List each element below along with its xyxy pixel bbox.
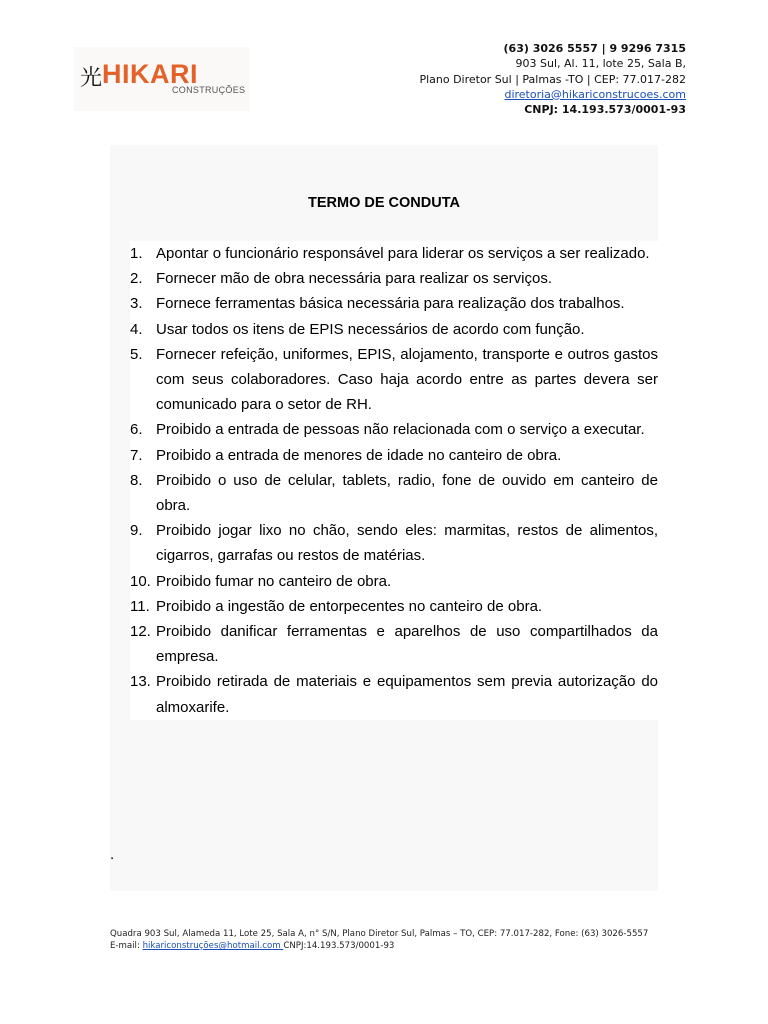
rule-text: Apontar o funcionário responsável para liderar os serviços a ser realizado. (156, 245, 650, 262)
rule-item (130, 619, 658, 669)
contact-phones: (63) 3026 5557 | 9 9296 7315 (503, 42, 686, 55)
rules-list (130, 241, 658, 720)
rule-text: Proibido o uso de celular, tablets, radio, fone de ouvido em canteiro de obra. (156, 471, 658, 515)
rule-number: 3. (130, 295, 143, 313)
footer-email-label: E-mail: (110, 941, 143, 951)
rule-number: 5. (130, 345, 143, 363)
footer-email-link[interactable]: hikariconstruções@hotmail.com (142, 941, 284, 951)
rule-item (130, 317, 658, 342)
rule-number: 4. (130, 320, 143, 338)
rule-number: 13. (130, 673, 151, 691)
logo-wordmark: HIKARI (102, 59, 198, 89)
footer-cnpj: CNPJ:14.193.573/0001-93 (283, 941, 395, 951)
rule-text: Proibido a entrada de pessoas não relacionada com o serviço a executar. (156, 421, 645, 439)
rule-number: 12. (130, 623, 151, 641)
contact-address-line2: Plano Diretor Sul | Palmas -TO | CEP: 77.017-282 (419, 72, 686, 86)
trailing-mark: . (110, 846, 115, 863)
rule-item (130, 266, 658, 291)
header-contact-block (419, 41, 686, 117)
rule-item (130, 417, 658, 442)
rule-number: 7. (130, 446, 143, 464)
contact-address-line1: 903 Sul, Al. 11, lote 25, Sala B, (515, 57, 686, 71)
rule-item (130, 669, 658, 719)
rule-text: Fornece ferramentas básica necessária para realização dos trabalhos. (156, 295, 625, 313)
rule-text: Fornecer mão de obra necessária para realizar os serviços. (156, 270, 553, 288)
rule-text: Proibido retirada de materiais e equipamentos sem previa autorização do almoxarife. (156, 673, 658, 716)
page-footer (110, 928, 648, 952)
rule-item (130, 291, 658, 316)
rule-item (130, 241, 658, 266)
rule-text: Proibido danificar ferramentas e aparelhos de uso compartilhados da empresa. (156, 623, 658, 666)
company-logo (74, 47, 250, 111)
logo-subtitle: CONSTRUÇÕES (172, 85, 246, 95)
rule-text: Fornecer refeição, uniformes, EPIS, alojamento, transporte e outros gastos com seus colaboradores. Caso haja acordo entre as partes devera ser comunicado para o setor de RH. (156, 345, 658, 414)
document-title: TERMO DE CONDUTA (308, 195, 460, 211)
rule-item (130, 342, 658, 418)
rule-number: 9. (130, 522, 143, 540)
rule-text: Proibido jogar lixo no chão, sendo eles: marmitas, restos de alimentos, cigarros, garrafas ou restos de matérias. (156, 522, 658, 565)
rule-number: 2. (130, 270, 143, 288)
rule-text: Proibido a ingestão de entorpecentes no canteiro de obra. (156, 597, 543, 615)
logo-kanji-mark: 光 (80, 66, 103, 91)
rule-text: Proibido fumar no canteiro de obra. (156, 572, 392, 590)
footer-address: Quadra 903 Sul, Alameda 11, Lote 25, Sala A, n° S/N, Plano Diretor Sul, Palmas – TO, CEP: 77.017-282, Fone: (63) 3026-5557 (110, 929, 649, 939)
rule-number: 1. (130, 245, 143, 262)
rule-item (130, 468, 658, 518)
rule-item (130, 569, 658, 594)
contact-cnpj: CNPJ: 14.193.573/0001-93 (524, 103, 686, 117)
rule-text: Usar todos os itens de EPIS necessários de acordo com função. (156, 320, 585, 338)
contact-email-link[interactable]: diretoria@hikariconstrucoes.com (504, 87, 686, 101)
rule-number: 8. (130, 471, 143, 489)
rule-item (130, 443, 658, 468)
rule-number: 10. (130, 572, 151, 590)
rule-number: 6. (130, 421, 143, 439)
rule-item (130, 518, 658, 568)
rule-item (130, 594, 658, 619)
rule-number: 11. (130, 597, 150, 615)
rule-text: Proibido a entrada de menores de idade no canteiro de obra. (156, 446, 562, 464)
